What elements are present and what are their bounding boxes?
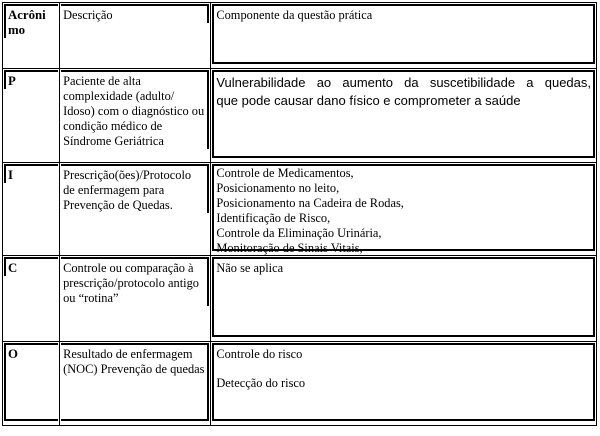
component-line: Controle de Medicamentos, (216, 166, 354, 180)
header-component-cell (211, 3, 597, 69)
component-line: Não se aplica (216, 261, 284, 275)
row-description: Prescrição(ões)/Protocolo de enfermagem para Prevenção de Quedas. (63, 168, 192, 212)
header-description-cell (60, 3, 211, 69)
component-line: que pode causar dano físico e comprometer a saúde (216, 93, 521, 108)
component-line: Monitoração de Sinais Vitais, (216, 241, 363, 255)
component-line: Controle do risco (216, 347, 303, 361)
table-row (3, 342, 597, 426)
table-row (3, 163, 597, 256)
component-line: Posicionamento na Cadeira de Rodas, (216, 196, 404, 210)
description-cell (60, 342, 211, 426)
line-spacer (216, 362, 591, 376)
pico-table (2, 2, 597, 426)
component-line: Controle da Eliminação Urinária, (216, 226, 382, 240)
component-line: Detecção do risco (216, 376, 306, 390)
row-description: Controle ou comparação à prescrição/protocolo antigo ou “rotina” (63, 261, 199, 305)
description-cell (60, 69, 211, 163)
component-cell (211, 256, 597, 342)
row-acronym: C (8, 261, 18, 275)
acronym-cell (3, 256, 60, 342)
acronym-cell (3, 342, 60, 426)
table-row (3, 256, 597, 342)
component-cell (211, 342, 597, 426)
row-acronym: I (8, 168, 13, 182)
component-cell (211, 69, 597, 163)
component-line: Vulnerabilidade ao aumento da suscetibilidade a quedas, (216, 75, 591, 90)
component-line: Posicionamento no leito, (216, 181, 340, 195)
component-cell (211, 163, 597, 256)
description-cell (60, 256, 211, 342)
table-row (3, 69, 597, 163)
header-row (3, 3, 597, 69)
description-cell (60, 163, 211, 256)
component-line: Identificação de Risco, (216, 211, 331, 225)
row-acronym: O (8, 347, 18, 361)
row-description: Resultado de enfermagem (NOC) Prevenção de quedas (63, 347, 205, 376)
header-acronym-cell (3, 3, 60, 69)
acronym-cell (3, 163, 60, 256)
acronym-cell (3, 69, 60, 163)
row-description: Paciente de alta complexidade (adulto/ Idoso) com o diagnóstico ou condição médico de Síndrome Geriátrica (63, 74, 205, 148)
header-component: Componente da questão prática (216, 8, 373, 22)
header-description: Descrição (63, 8, 113, 22)
row-acronym: P (8, 74, 16, 88)
header-acronym: Acrônimo (8, 8, 46, 37)
